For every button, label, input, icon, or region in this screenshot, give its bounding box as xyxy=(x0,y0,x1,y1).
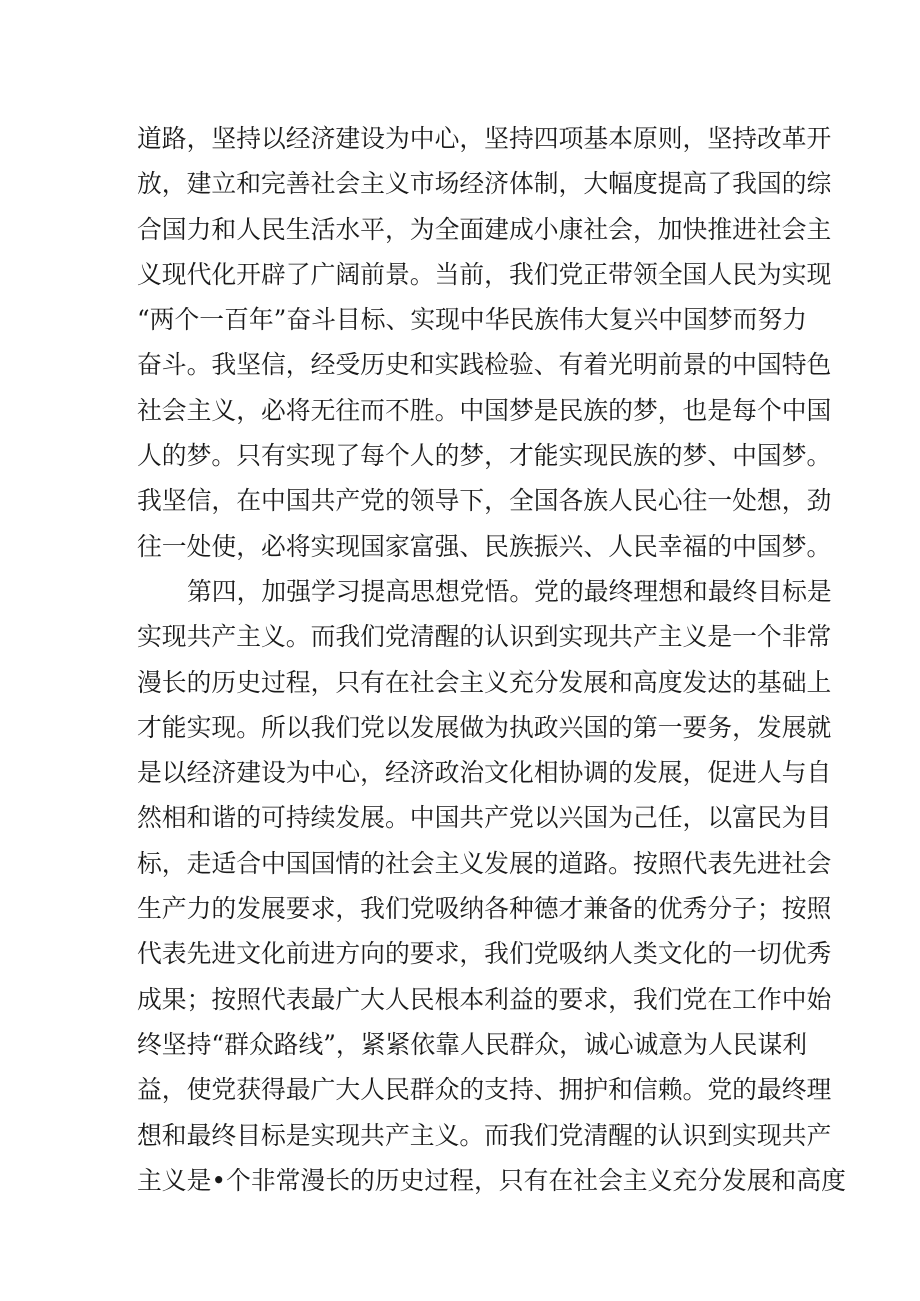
paragraph-start-line: 第四，加强学习提高思想党悟。党的最终理想和最终目标是 xyxy=(187,576,832,606)
text-line: 终坚持“群众路线”，紧紧依靠人民群众，诚心诚意为人民谋利 xyxy=(137,1029,808,1059)
text-line: 人的梦。只有实现了每个人的梦，才能实现民族的梦、中国梦。 xyxy=(137,441,832,471)
text-line: 才能实现。所以我们党以发展做为执政兴国的第一要务，发展就 xyxy=(137,712,832,742)
text-line: 合国力和人民生活水平，为全面建成小康社会，加快推进社会主 xyxy=(137,214,832,244)
text-line: 是以经济建设为中心，经济政治文化相协调的发展，促进人与自 xyxy=(137,758,832,788)
text-line: 奋斗。我坚信，经受历史和实践检验、有着光明前景的中国特色 xyxy=(137,350,832,380)
text-line: 道路，坚持以经济建设为中心，坚持四项基本原则，坚持改革开 xyxy=(137,124,832,153)
text-line: 主义是•个非常漫长的历史过程，只有在社会主义充分发展和高度 xyxy=(137,1165,846,1195)
text-line: 我坚信，在中国共产党的领导下，全国各族人民心往一处想，劲 xyxy=(137,486,832,516)
text-line: 成果；按照代表最广大人民根本利益的要求，我们党在工作中始 xyxy=(137,984,832,1014)
text-line: 标，走适合中国国情的社会主义发展的道路。按照代表先进社会 xyxy=(137,848,832,878)
text-line: 然相和谐的可持续发展。中国共产党以兴国为己任，以富民为目 xyxy=(137,803,832,833)
text-line: 代表先进文化前进方向的要求，我们党吸纳人类文化的一切优秀 xyxy=(137,939,832,969)
text-line: 漫长的历史过程，只有在社会主义充分发展和高度发达的基础上 xyxy=(137,667,832,697)
text-line: 社会主义，必将无往而不胜。中国梦是民族的梦，也是每个中国 xyxy=(137,395,832,425)
text-line: 实现共产主义。而我们党清醒的认识到实现共产主义是一个非常 xyxy=(137,622,832,652)
text-line: 放，建立和完善社会主义市场经济体制，大幅度提高了我国的综 xyxy=(137,169,832,199)
text-line: “两个一百年”奋斗目标、实现中华民族伟大复兴中国梦而努力 xyxy=(137,305,808,335)
text-line: 想和最终目标是实现共产主义。而我们党清醒的认识到实现共产 xyxy=(137,1120,832,1150)
text-line: 益，使党获得最广大人民群众的支持、拥护和信赖。党的最终理 xyxy=(137,1075,832,1105)
text-line: 往一处使，必将实现国家富强、民族振兴、人民幸福的中国梦。 xyxy=(137,531,832,561)
text-line: 生产力的发展要求，我们党吸纳各种德才兼备的优秀分子；按照 xyxy=(137,894,832,924)
body-text xyxy=(137,116,846,1203)
text-line: 义现代化开辟了广阔前景。当前，我们党正带领全国人民为实现 xyxy=(137,259,832,289)
